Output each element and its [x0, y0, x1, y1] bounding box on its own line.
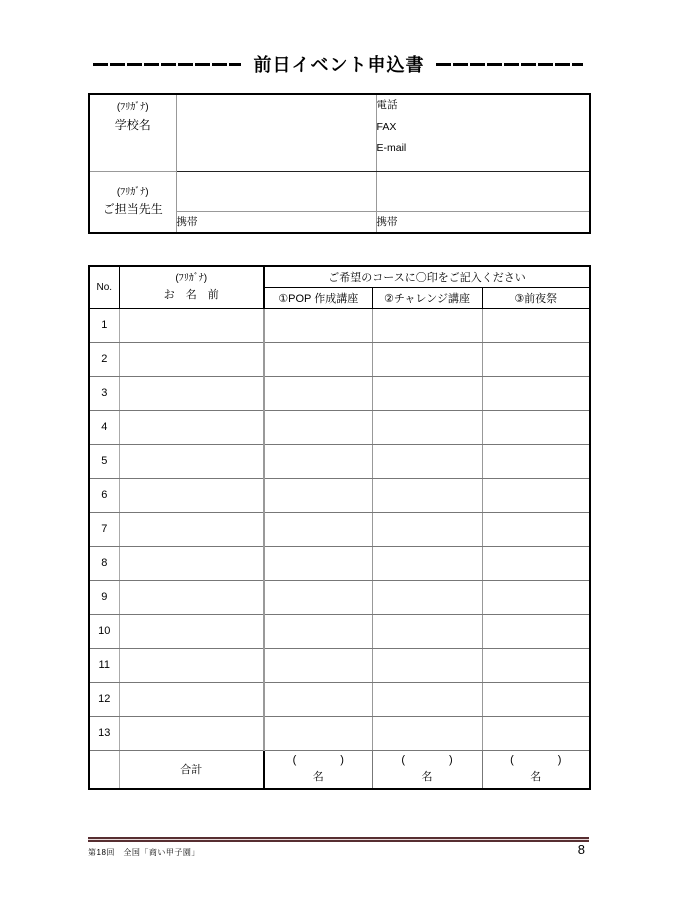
table-row — [89, 410, 590, 444]
course-3-mark-cell — [482, 410, 590, 444]
email-label: E-mail — [376, 142, 407, 154]
title-rule-right — [436, 63, 583, 66]
table-row — [89, 614, 590, 648]
teacher-label-cell — [89, 171, 176, 233]
teacher-name-label: ご担当先生 — [102, 202, 163, 217]
table-row — [89, 444, 590, 478]
table-row — [89, 580, 590, 614]
total-label: 合計 — [119, 750, 264, 789]
name-header-label: お 名 前 — [163, 289, 219, 302]
course-2-mark-cell — [372, 716, 482, 750]
name-entry-cell — [119, 546, 264, 580]
school-name-entry-cell — [176, 94, 376, 171]
phone-label: 電話 — [376, 99, 398, 111]
total-paren-3: ( ) — [510, 753, 562, 766]
total-row-empty-cell — [89, 750, 119, 789]
course-1-mark-cell — [264, 546, 372, 580]
footer-rule — [88, 837, 589, 842]
course-3-mark-cell — [482, 614, 590, 648]
course-3-mark-cell — [482, 342, 590, 376]
course-2-mark-cell — [372, 546, 482, 580]
contact-mobile-cell — [376, 211, 590, 233]
name-entry-cell — [119, 308, 264, 342]
table-row — [89, 716, 590, 750]
course-selection-header: ご希望のコースに〇印をご記入ください — [264, 266, 590, 287]
course-2-mark-cell — [372, 512, 482, 546]
course-3-mark-cell — [482, 478, 590, 512]
footer-caption: 第18回 全国「商い甲子園」 — [88, 848, 200, 857]
name-entry-cell — [119, 580, 264, 614]
table-row — [89, 478, 590, 512]
row-number: 2 — [89, 342, 119, 376]
course-1-mark-cell — [264, 512, 372, 546]
page-number: 8 — [577, 842, 585, 857]
table-row — [89, 308, 590, 342]
table-row — [89, 512, 590, 546]
participants-table — [88, 265, 591, 790]
total-count-cell-2 — [372, 750, 482, 789]
row-number: 6 — [89, 478, 119, 512]
total-unit-2: 名 — [421, 771, 433, 784]
row-number: 4 — [89, 410, 119, 444]
title-rule-left — [93, 63, 241, 66]
name-header-furigana: (ﾌﾘｶﾞﾅ) — [175, 273, 208, 285]
name-entry-cell — [119, 512, 264, 546]
school-info-table — [88, 93, 591, 234]
course-3-mark-cell — [482, 376, 590, 410]
course-2-mark-cell — [372, 614, 482, 648]
course-header-2: ②チャレンジ講座 — [372, 287, 482, 308]
row-number: 11 — [89, 648, 119, 682]
teacher-name-entry-cell — [176, 171, 376, 211]
course-2-mark-cell — [372, 410, 482, 444]
course-2-mark-cell — [372, 580, 482, 614]
course-header-1: ①POP 作成講座 — [264, 287, 372, 308]
total-count-cell-3 — [482, 750, 590, 789]
name-column-header — [119, 266, 264, 308]
course-2-mark-cell — [372, 478, 482, 512]
school-label-cell — [89, 94, 176, 171]
total-paren-1: ( ) — [292, 753, 344, 766]
teacher-mobile-label: 携帯 — [176, 216, 198, 229]
no-column-header: No. — [89, 266, 119, 308]
page-title: 前日イベント申込書 — [253, 55, 425, 75]
row-number: 8 — [89, 546, 119, 580]
table-row — [89, 546, 590, 580]
row-number: 9 — [89, 580, 119, 614]
page-title-row — [93, 52, 583, 76]
row-number: 3 — [89, 376, 119, 410]
course-1-mark-cell — [264, 478, 372, 512]
course-2-mark-cell — [372, 342, 482, 376]
row-number: 12 — [89, 682, 119, 716]
name-entry-cell — [119, 444, 264, 478]
course-3-mark-cell — [482, 580, 590, 614]
course-1-mark-cell — [264, 648, 372, 682]
table-row — [89, 648, 590, 682]
fax-label: FAX — [376, 120, 397, 133]
row-number: 13 — [89, 716, 119, 750]
course-2-mark-cell — [372, 648, 482, 682]
name-entry-cell — [119, 478, 264, 512]
course-2-mark-cell — [372, 308, 482, 342]
total-unit-3: 名 — [530, 771, 542, 784]
course-1-mark-cell — [264, 716, 372, 750]
course-2-mark-cell — [372, 376, 482, 410]
course-1-mark-cell — [264, 682, 372, 716]
contact-info-cell — [376, 94, 590, 171]
course-1-mark-cell — [264, 444, 372, 478]
course-2-mark-cell — [372, 682, 482, 716]
course-1-mark-cell — [264, 410, 372, 444]
row-number: 1 — [89, 308, 119, 342]
course-3-mark-cell — [482, 546, 590, 580]
name-entry-cell — [119, 410, 264, 444]
name-entry-cell — [119, 342, 264, 376]
course-header-3: ③前夜祭 — [482, 287, 590, 308]
course-group-header-row — [89, 266, 590, 287]
course-3-mark-cell — [482, 648, 590, 682]
teacher-furigana-label: (ﾌﾘｶﾞﾅ) — [116, 186, 149, 198]
course-3-mark-cell — [482, 444, 590, 478]
teacher-contact-entry-cell — [376, 171, 590, 211]
name-entry-cell — [119, 614, 264, 648]
name-entry-cell — [119, 716, 264, 750]
course-1-mark-cell — [264, 376, 372, 410]
contact-mobile-label: 携帯 — [376, 216, 398, 229]
row-number: 5 — [89, 444, 119, 478]
teacher-mobile-cell — [176, 211, 376, 233]
course-1-mark-cell — [264, 614, 372, 648]
participant-rows — [89, 308, 590, 750]
course-1-mark-cell — [264, 308, 372, 342]
table-row — [89, 342, 590, 376]
total-unit-1: 名 — [312, 771, 324, 784]
total-count-cell-1 — [264, 750, 372, 789]
course-2-mark-cell — [372, 444, 482, 478]
school-furigana-label: (ﾌﾘｶﾞﾅ) — [116, 102, 149, 113]
school-name-label: 学校名 — [114, 117, 151, 132]
name-entry-cell — [119, 376, 264, 410]
course-3-mark-cell — [482, 682, 590, 716]
name-entry-cell — [119, 682, 264, 716]
course-3-mark-cell — [482, 716, 590, 750]
row-number: 10 — [89, 614, 119, 648]
total-paren-2: ( ) — [401, 753, 453, 766]
course-1-mark-cell — [264, 342, 372, 376]
name-entry-cell — [119, 648, 264, 682]
course-3-mark-cell — [482, 512, 590, 546]
table-row — [89, 376, 590, 410]
total-row — [89, 750, 590, 789]
course-3-mark-cell — [482, 308, 590, 342]
course-1-mark-cell — [264, 580, 372, 614]
row-number: 7 — [89, 512, 119, 546]
table-row — [89, 682, 590, 716]
